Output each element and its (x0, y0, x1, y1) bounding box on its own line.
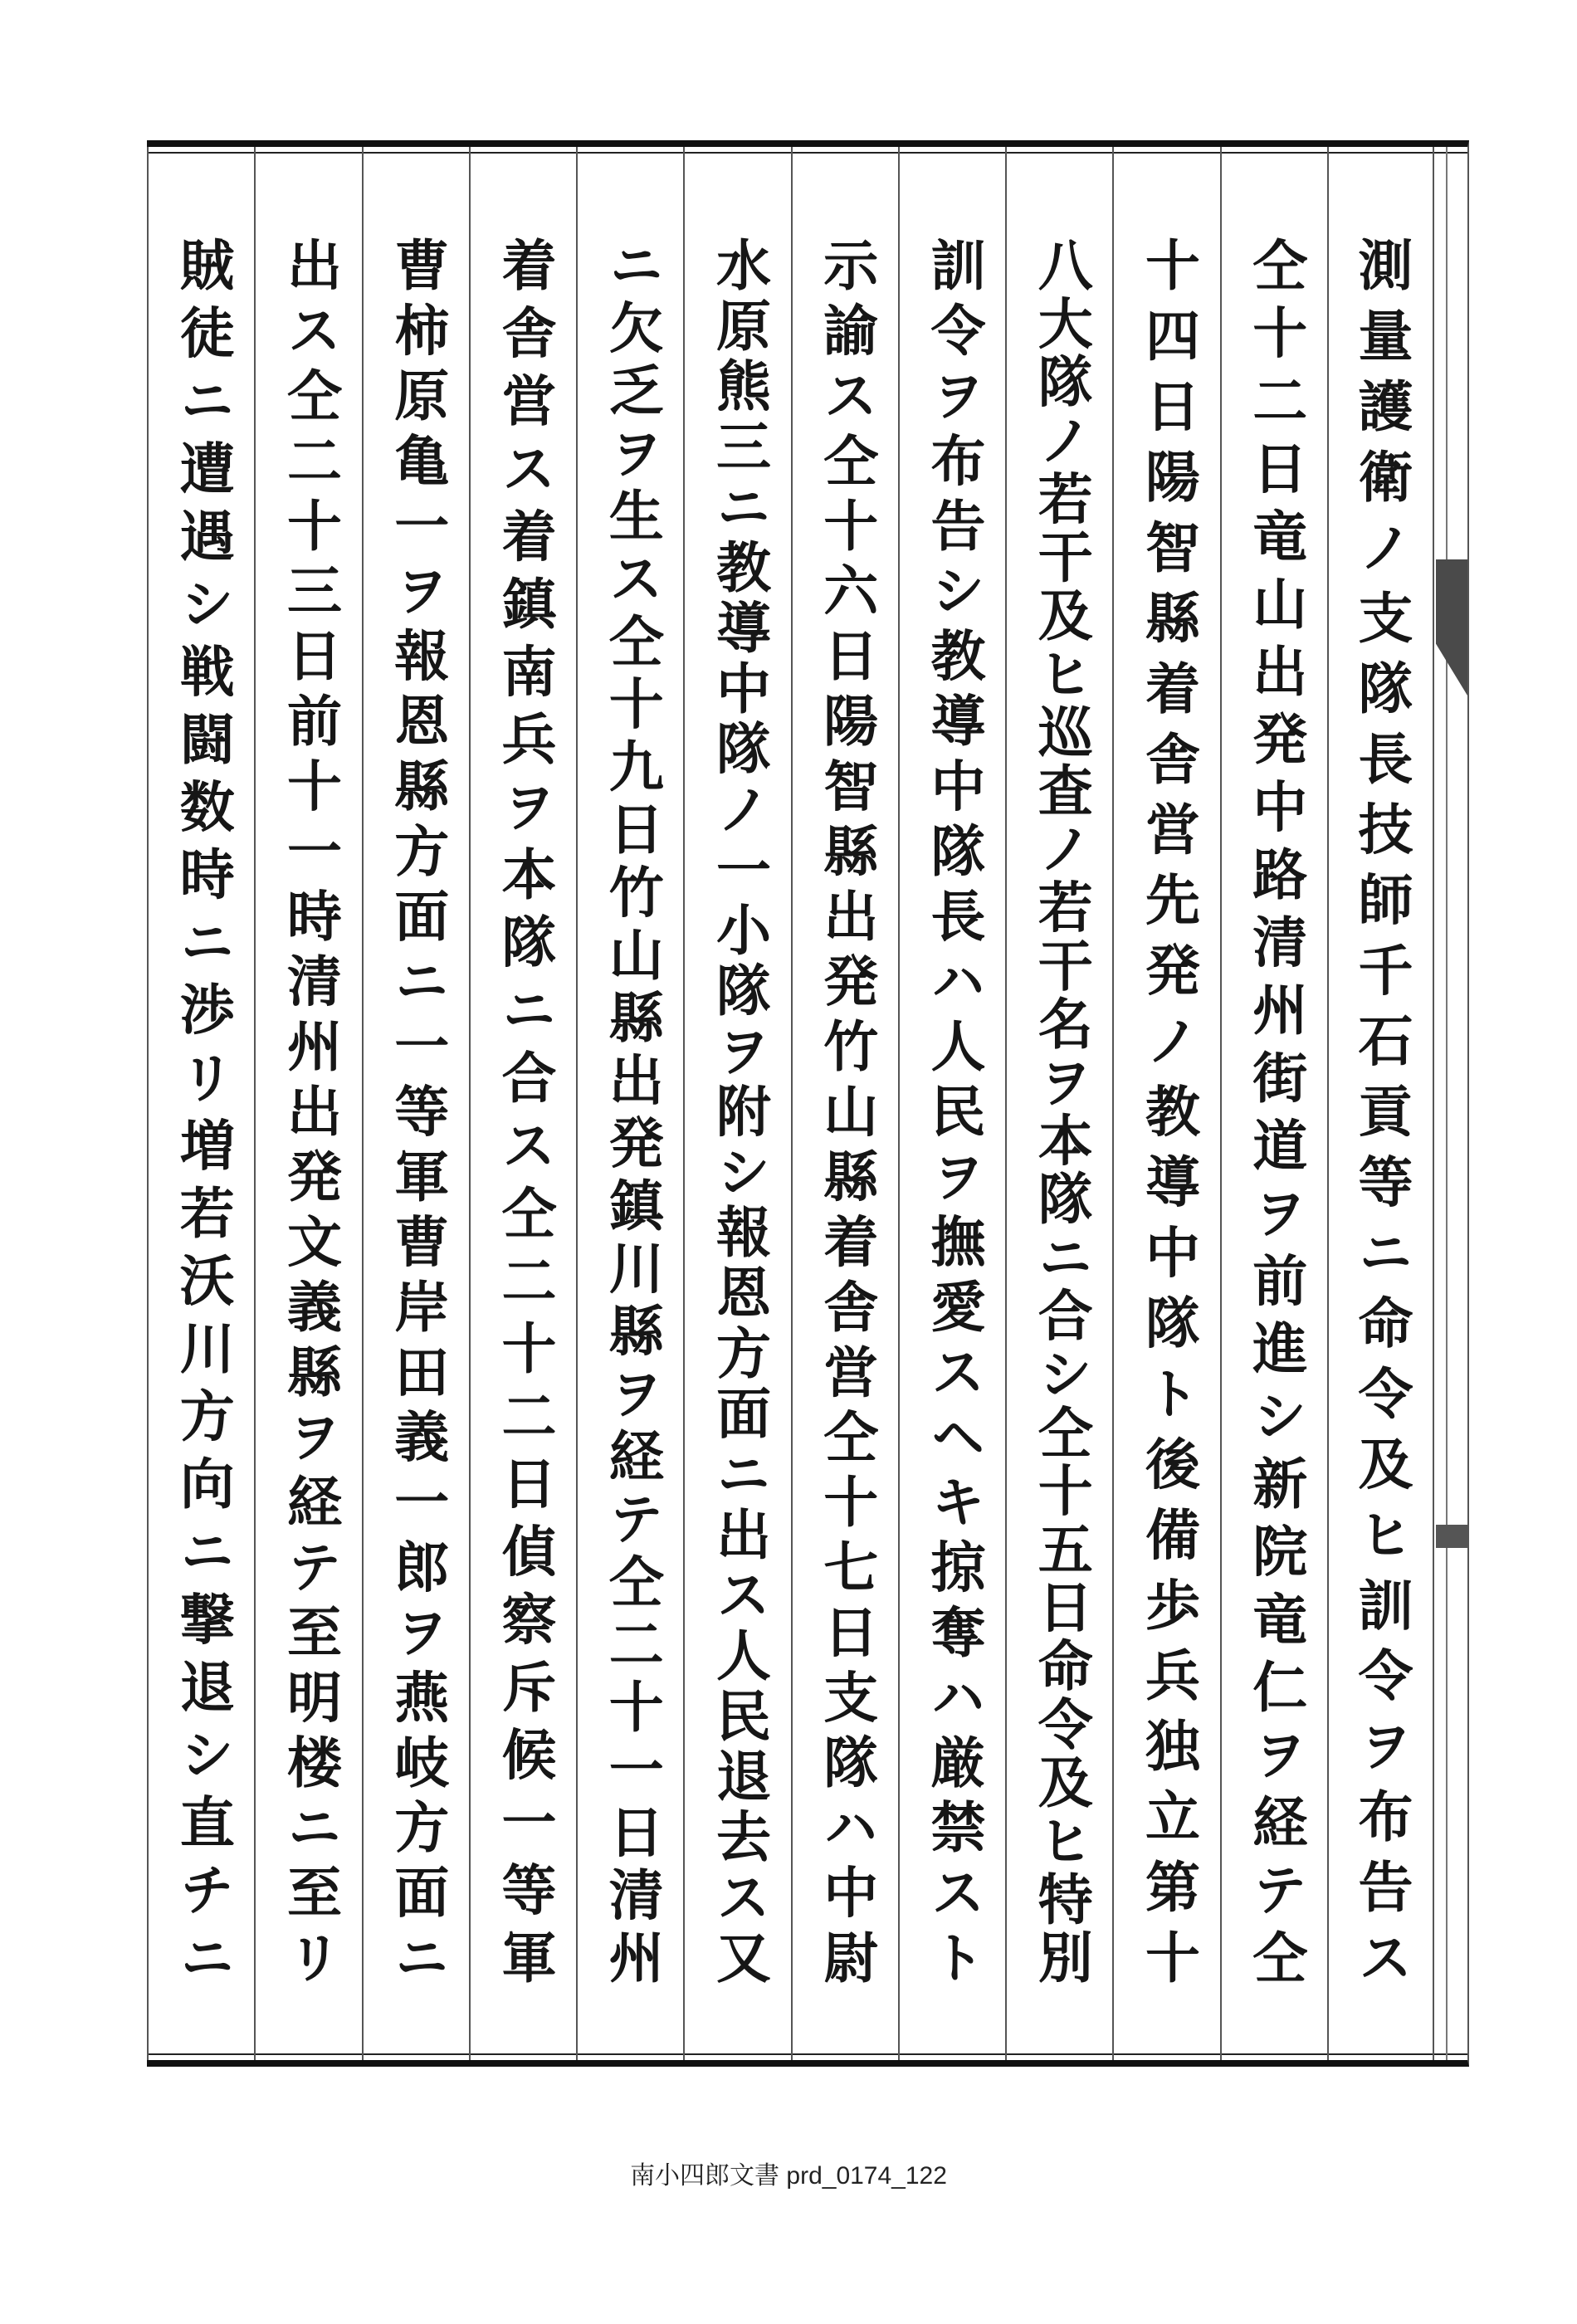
text-column-10: 曹柿原亀一ヲ報恩縣方面ニ一等軍曹岸田義一郎ヲ燕岐方面ニ (362, 147, 469, 2060)
text-column-8: ニ欠乏ヲ生ス仝十九日竹山縣出発鎮川縣ヲ経テ仝二十一日清州 (576, 147, 683, 2060)
document-caption: 南小四郎文書 prd_0174_122 (630, 2162, 947, 2190)
document-frame (147, 140, 1469, 2067)
text-column-7: 水原熊三ニ教導中隊ノ一小隊ヲ附シ報恩方面ニ出ス人民退去ス又 (683, 147, 790, 2060)
text-column-11: 出ス仝二十三日前十一時清州出発文義縣ヲ経テ至明楼ニ至リ (254, 147, 361, 2060)
text-column-9: 着舎営ス着鎮南兵ヲ本隊ニ合ス仝二十二日偵察斥候一等軍 (469, 147, 576, 2060)
text-column-12: 賊徒ニ遭遇シ戦闘数時ニ渉リ増若沃川方向ニ撃退シ直チニ (147, 147, 254, 2060)
text-column-6: 示諭ス仝十六日陽智縣出発竹山縣着舎営仝十七日支隊ハ中尉 (791, 147, 898, 2060)
index-marker (1436, 1525, 1467, 1548)
text-column-1: 測量護衛ノ支隊長技師千石貢等ニ命令及ヒ訓令ヲ布告ス (1327, 147, 1434, 2060)
index-tab (1436, 559, 1467, 696)
text-columns (147, 147, 1434, 2060)
text-column-4: 八大隊ノ若干及ヒ巡査ノ若干名ヲ本隊ニ合シ仝十五日命令及ヒ特別 (1005, 147, 1112, 2060)
text-column-3: 十四日陽智縣着舎営先発ノ教導中隊ト後備歩兵独立第十 (1112, 147, 1219, 2060)
page-edge-line (1446, 147, 1448, 2060)
text-column-5: 訓令ヲ布告シ教導中隊長ハ人民ヲ撫愛スヘキ掠奪ハ厳禁スト (898, 147, 1005, 2060)
text-column-2: 仝十二日竜山出発中路清州街道ヲ前進シ新院竜仁ヲ経テ仝 (1220, 147, 1327, 2060)
